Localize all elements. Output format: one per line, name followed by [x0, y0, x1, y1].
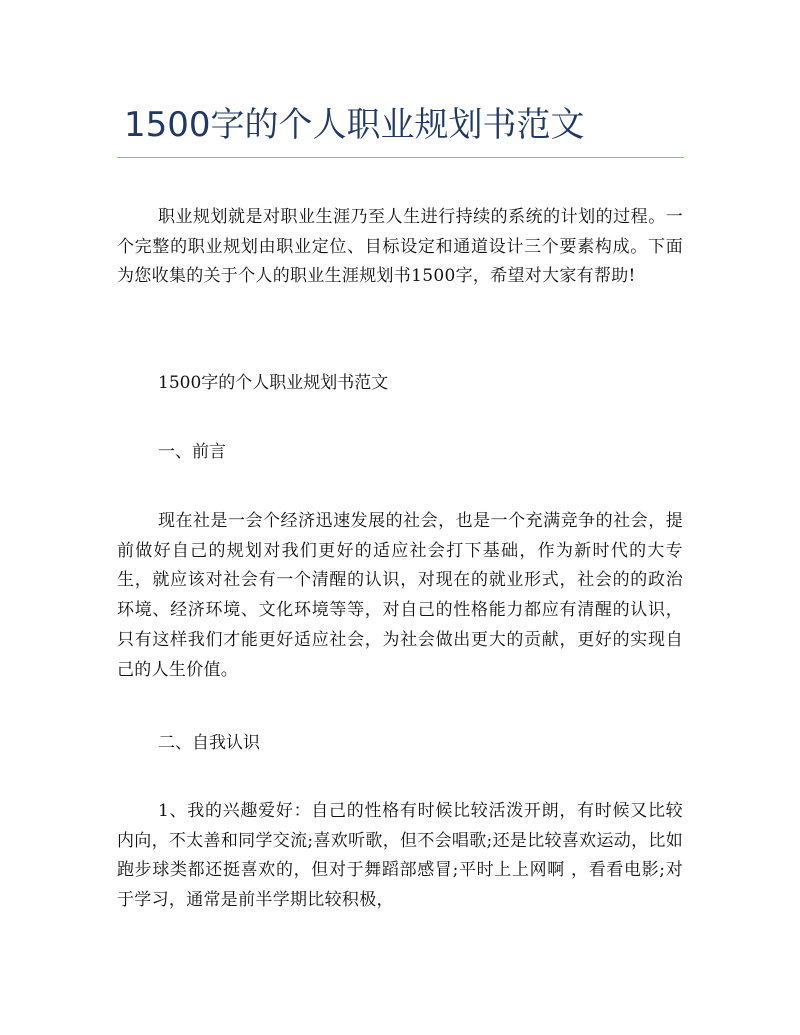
title-underline — [117, 157, 684, 158]
section-heading-preface: 一、前言 — [158, 442, 226, 462]
self-knowledge-paragraph: 1、我的兴趣爱好：自己的性格有时候比较活泼开朗，有时候又比较内向，不太善和同学交流;喜欢听歌，但不会唱歌;还是比较喜欢运动，比如跑步球类都还挺喜欢的，但对于舞蹈部感冒;平时上上网啊 ，看看电影;对于学习，通常是前半学期比较积极， — [117, 801, 683, 911]
section-heading-self-knowledge: 二、自我认识 — [158, 733, 260, 753]
subtitle-line: 1500字的个人职业规划书范文 — [158, 373, 389, 393]
preface-paragraph: 现在社是一会个经济迅速发展的社会，也是一个充满竞争的社会，提前做好自己的规划对我们更好的适应社会打下基础，作为新时代的大专生，就应该对社会有一个清醒的认识，对现在的就业形式，社会的的政治环境、经济环境、文化环境等等，对自己的性格能力都应有清醒的认识，只有这样我们才能更好适应社会，为社会做出更大的贡献，更好的实现自己的人生价值。 — [117, 511, 683, 680]
intro-paragraph: 职业规划就是对职业生涯乃至人生进行持续的系统的计划的过程。一个完整的职业规划由职业定位、目标设定和通道设计三个要素构成。下面为您收集的关于个人的职业生涯规划书1500字，希望对大家有帮助! — [117, 207, 683, 287]
document-title: 1500字的个人职业规划书范文 — [124, 105, 585, 145]
